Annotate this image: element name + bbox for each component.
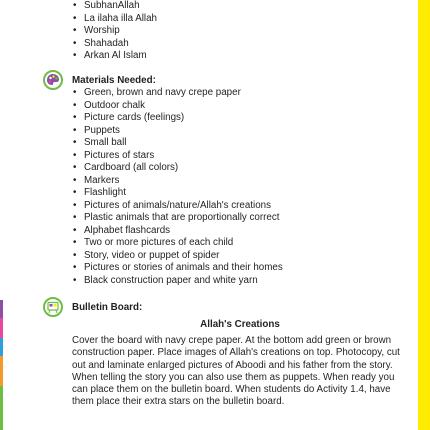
materials-list [72,87,283,287]
list-item: • Pictures or stories of animals and their homes [72,262,283,275]
list-item: • Alphabet flashcards [72,225,283,238]
left-edge-strip [0,300,3,318]
list-item: • Outdoor chalk [72,100,283,113]
list-item: • Story, video or puppet of spider [72,250,283,263]
vocabulary-list [72,0,157,63]
list-item: • SubhanAllah [72,0,157,13]
list-item: • Shahadah [72,38,157,51]
list-item: • Flashlight [72,187,283,200]
list-item: • Worship [72,25,157,38]
left-edge-strip [0,386,3,430]
list-item: • Picture cards (feelings) [72,112,283,125]
right-accent-strip [418,0,430,430]
bulletin-board-icon [43,297,63,317]
list-item: • Green, brown and navy crepe paper [72,87,283,100]
list-item: • Puppets [72,125,283,138]
list-item: • Two or more pictures of each child [72,237,283,250]
list-item: • Small ball [72,137,283,150]
list-item: • Black construction paper and white yarn [72,275,283,288]
bulletin-board-heading: Bulletin Board: [72,302,143,313]
paint-palette-icon [43,70,63,90]
materials-heading: Materials Needed: [72,75,156,86]
bulletin-board-title: Allah's Creations [200,319,280,330]
list-item: • Markers [72,175,283,188]
bulletin-board-instructions: Cover the board with navy crepe paper. At the bottom add green or brown construction paper. Place images of Allah's creations on top. Photocopy, cut out and laminate enlarged pictures of Aboodi and his father from the story. When telling the story you can also use them as puppets. When ready you can place them on the bulletin board. When students do Activity 1.4, have them place their extra stars on the bulletin board. [72,335,400,408]
list-item: • Pictures of stars [72,150,283,163]
list-item: • Pictures of animals/nature/Allah's creations [72,200,283,213]
left-edge-strip [0,356,3,386]
list-item: • Plastic animals that are proportionally correct [72,212,283,225]
list-item: • La ilaha illa Allah [72,13,157,26]
list-item: • Arkan Al Islam [72,50,157,63]
list-item: • Cardboard (all colors) [72,162,283,175]
